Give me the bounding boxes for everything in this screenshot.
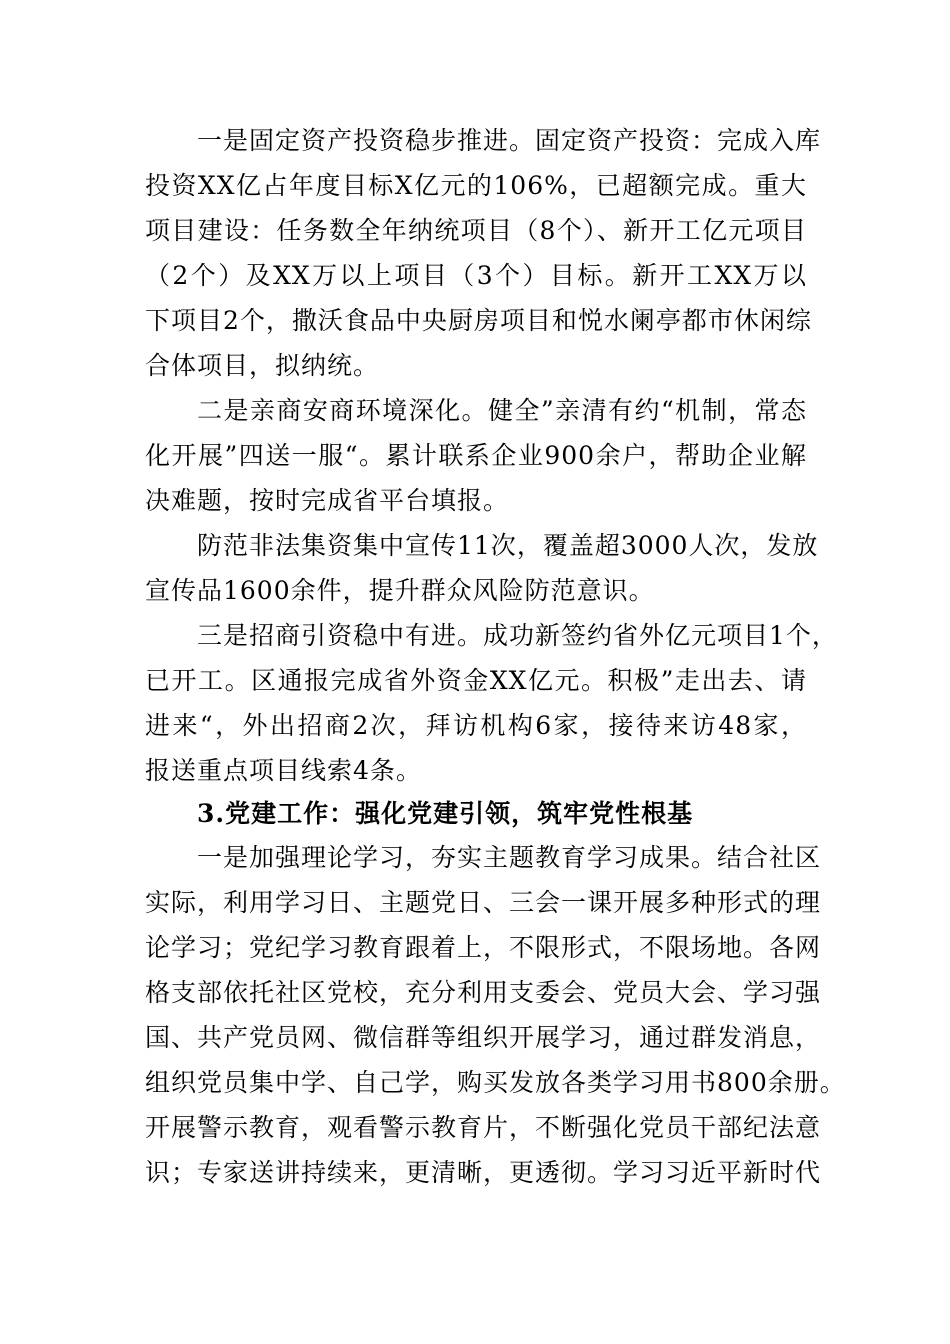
paragraph-investment-attraction — [145, 613, 838, 793]
text-line: 实际，利用学习日、主题党日、三会一课开展多种形式的理 — [145, 888, 822, 917]
paragraph-business-environment — [145, 388, 807, 523]
text-line: 宣传品1600余件，提升群众风险防范意识。 — [145, 576, 655, 605]
text-line: 开展警示教育，观看警示教育片，不断强化党员干部纪法意 — [145, 1113, 822, 1142]
text-line: 一是固定资产投资稳步推进。固定资产投资：完成入库 — [197, 126, 822, 155]
text-line: 合体项目，拟纳统。 — [145, 351, 380, 380]
text-line: 一是加强理论学习，夯实主题教育学习成果。结合社区 — [197, 843, 822, 872]
document-page — [145, 118, 846, 1195]
text-line: 三是招商引资稳中有进。成功新签约省外亿元项目1个， — [197, 621, 838, 650]
text-line: 组织党员集中学、自己学，购买发放各类学习用书800余册。 — [145, 1068, 846, 1097]
text-line: 化开展”四送一服“。累计联系企业900余户，帮助企业解 — [145, 441, 807, 470]
text-line: 已开工。区通报完成省外资金XX亿元。积极”走出去、请 — [145, 666, 807, 695]
text-line: 二是亲商安商环境深化。健全”亲清有约“机制，常态 — [197, 396, 807, 425]
text-line: 决难题，按时完成省平台填报。 — [145, 486, 510, 515]
paragraph-fixed-asset-investment — [145, 118, 822, 388]
text-line: 报送重点项目线索4条。 — [145, 756, 422, 785]
text-line: 识；专家送讲持续来，更清晰，更透彻。学习习近平新时代 — [145, 1158, 822, 1187]
text-line: 论学习；党纪学习教育跟着上，不限形式，不限场地。各网 — [145, 933, 822, 962]
text-line: （2个）及XX万以上项目（3个）目标。新开工XX万以 — [145, 261, 807, 290]
text-line: 项目建设：任务数全年纳统项目（8个）、新开工亿元项目 — [145, 216, 807, 245]
text-line: 下项目2个，撒沃食品中央厨房项目和悦水阑亭都市休闲综 — [145, 306, 812, 335]
text-line: 国、共产党员网、微信群等组织开展学习，通过群发消息， — [145, 1023, 822, 1052]
text-line: 进来“，外出招商2次，拜访机构6家，接待来访48家， — [145, 711, 807, 740]
text-line: 投资XX亿占年度目标X亿元的106%，已超额完成。重大 — [145, 171, 807, 200]
section-heading: 3.党建工作：强化党建引领，筑牢党性根基 — [197, 799, 694, 828]
text-line: 格支部依托社区党校，充分利用支委会、党员大会、学习强 — [145, 978, 822, 1007]
paragraph-theory-study — [145, 835, 846, 1195]
text-line: 防范非法集资集中宣传11次，覆盖超3000人次，发放 — [197, 531, 819, 560]
paragraph-illegal-fundraising — [145, 523, 819, 613]
